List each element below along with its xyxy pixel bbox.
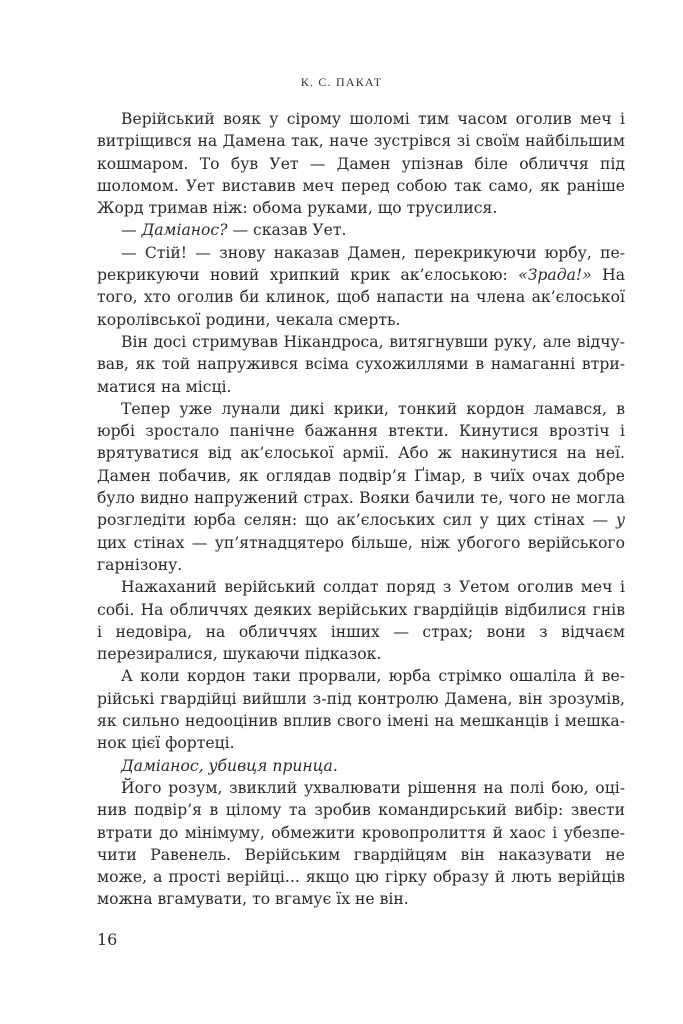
italic-text: «Зрада!» [518,266,592,285]
paragraph [97,108,625,219]
text-run: Він досі стримував Нікандроса, витягнувши руку, але відчував, як той напружився всіма сухожиллями в намаганні втриматися на місці. [97,332,625,396]
text-run: — Стій! — знову наказав Дамен, перекрикуючи юрбу, перекрикуючи новий хрипкий крик ак’єлоською: [97,243,625,285]
text-run: — сказав Ует. [227,221,347,240]
text-run: Тепер уже лунали дикі крики, тонкий кордон ламався, в юрбі зростало панічне бажання втекти. Кинутися врозтіч і врятуватися від ак’єлоської армії. Або ж накинутися на неї. Дамен побачив, як оглядав подвір’я Ґімар, в чиїх очах добре було видно напружений страх. Вояки бачили те, чого не могла розгледіти юрба селян: що ак’єлоських сил у цих стінах — [97,399,625,530]
text-run: цих стінах — уп’ятнадцятеро більше, ніж убогого верійського гарнізону. [97,533,625,574]
paragraph [97,665,625,754]
text-run: Нажаханий верійський солдат поряд з Уетом оголив меч і собі. На обличчях деяких верійських гвардійців відбилися гнів і недовіра, на обличчях інших — страх; вони з відчаєм перезиралися, шукаючи підказок. [97,578,625,664]
paragraph [97,576,625,665]
paragraph [97,398,625,576]
italic-text: у [615,511,625,530]
italic-text: Даміанос? [141,221,228,240]
page-number: 16 [97,930,118,949]
body-text [97,108,625,911]
text-run: — [121,221,142,240]
paragraph [97,331,625,398]
text-run: На того, хто оголив би клинок, щоб напасти на члена ак’єлоської королівської родини, чекала смерть. [97,266,626,329]
italic-text: Даміанос, убивця принца. [121,756,338,775]
running-head: К. С. ПАКАТ [300,75,383,89]
paragraph [97,242,625,331]
paragraph [97,755,625,777]
paragraph [97,777,625,911]
text-run: А коли кордон таки прорвали, юрба стрімко ошаліла й верійські гвардійці вийшли з-під контролю Дамена, він зрозумів, як сильно недооцінив вплив свого імені на мешканців і мешканок цієї фортеці. [97,667,625,753]
text-run: Його розум, звиклий ухвалювати рішення на полі бою, оцінив подвір’я в цілому та зробив командирський вибір: звести втрати до мінімуму, обмежити кровопролиття й хаос і убезпечити Равенель. Верійським гвардійцям він наказувати не може, а прості верійці... якщо цю гірку образу й лють верійців можна вгамувати, то вгамує їх не він. [97,778,625,909]
text-run: Верійський вояк у сірому шоломі тим часом оголив меч і витріщився на Дамена так, наче зустрівся зі своїм найбільшим кошмаром. То був Ует — Дамен упізнав біле обличчя під шоломом. Ует виставив меч перед собою так само, як раніше Жорд тримав ніж: обома руками, що трусилися. [97,110,625,218]
paragraph [97,219,625,241]
